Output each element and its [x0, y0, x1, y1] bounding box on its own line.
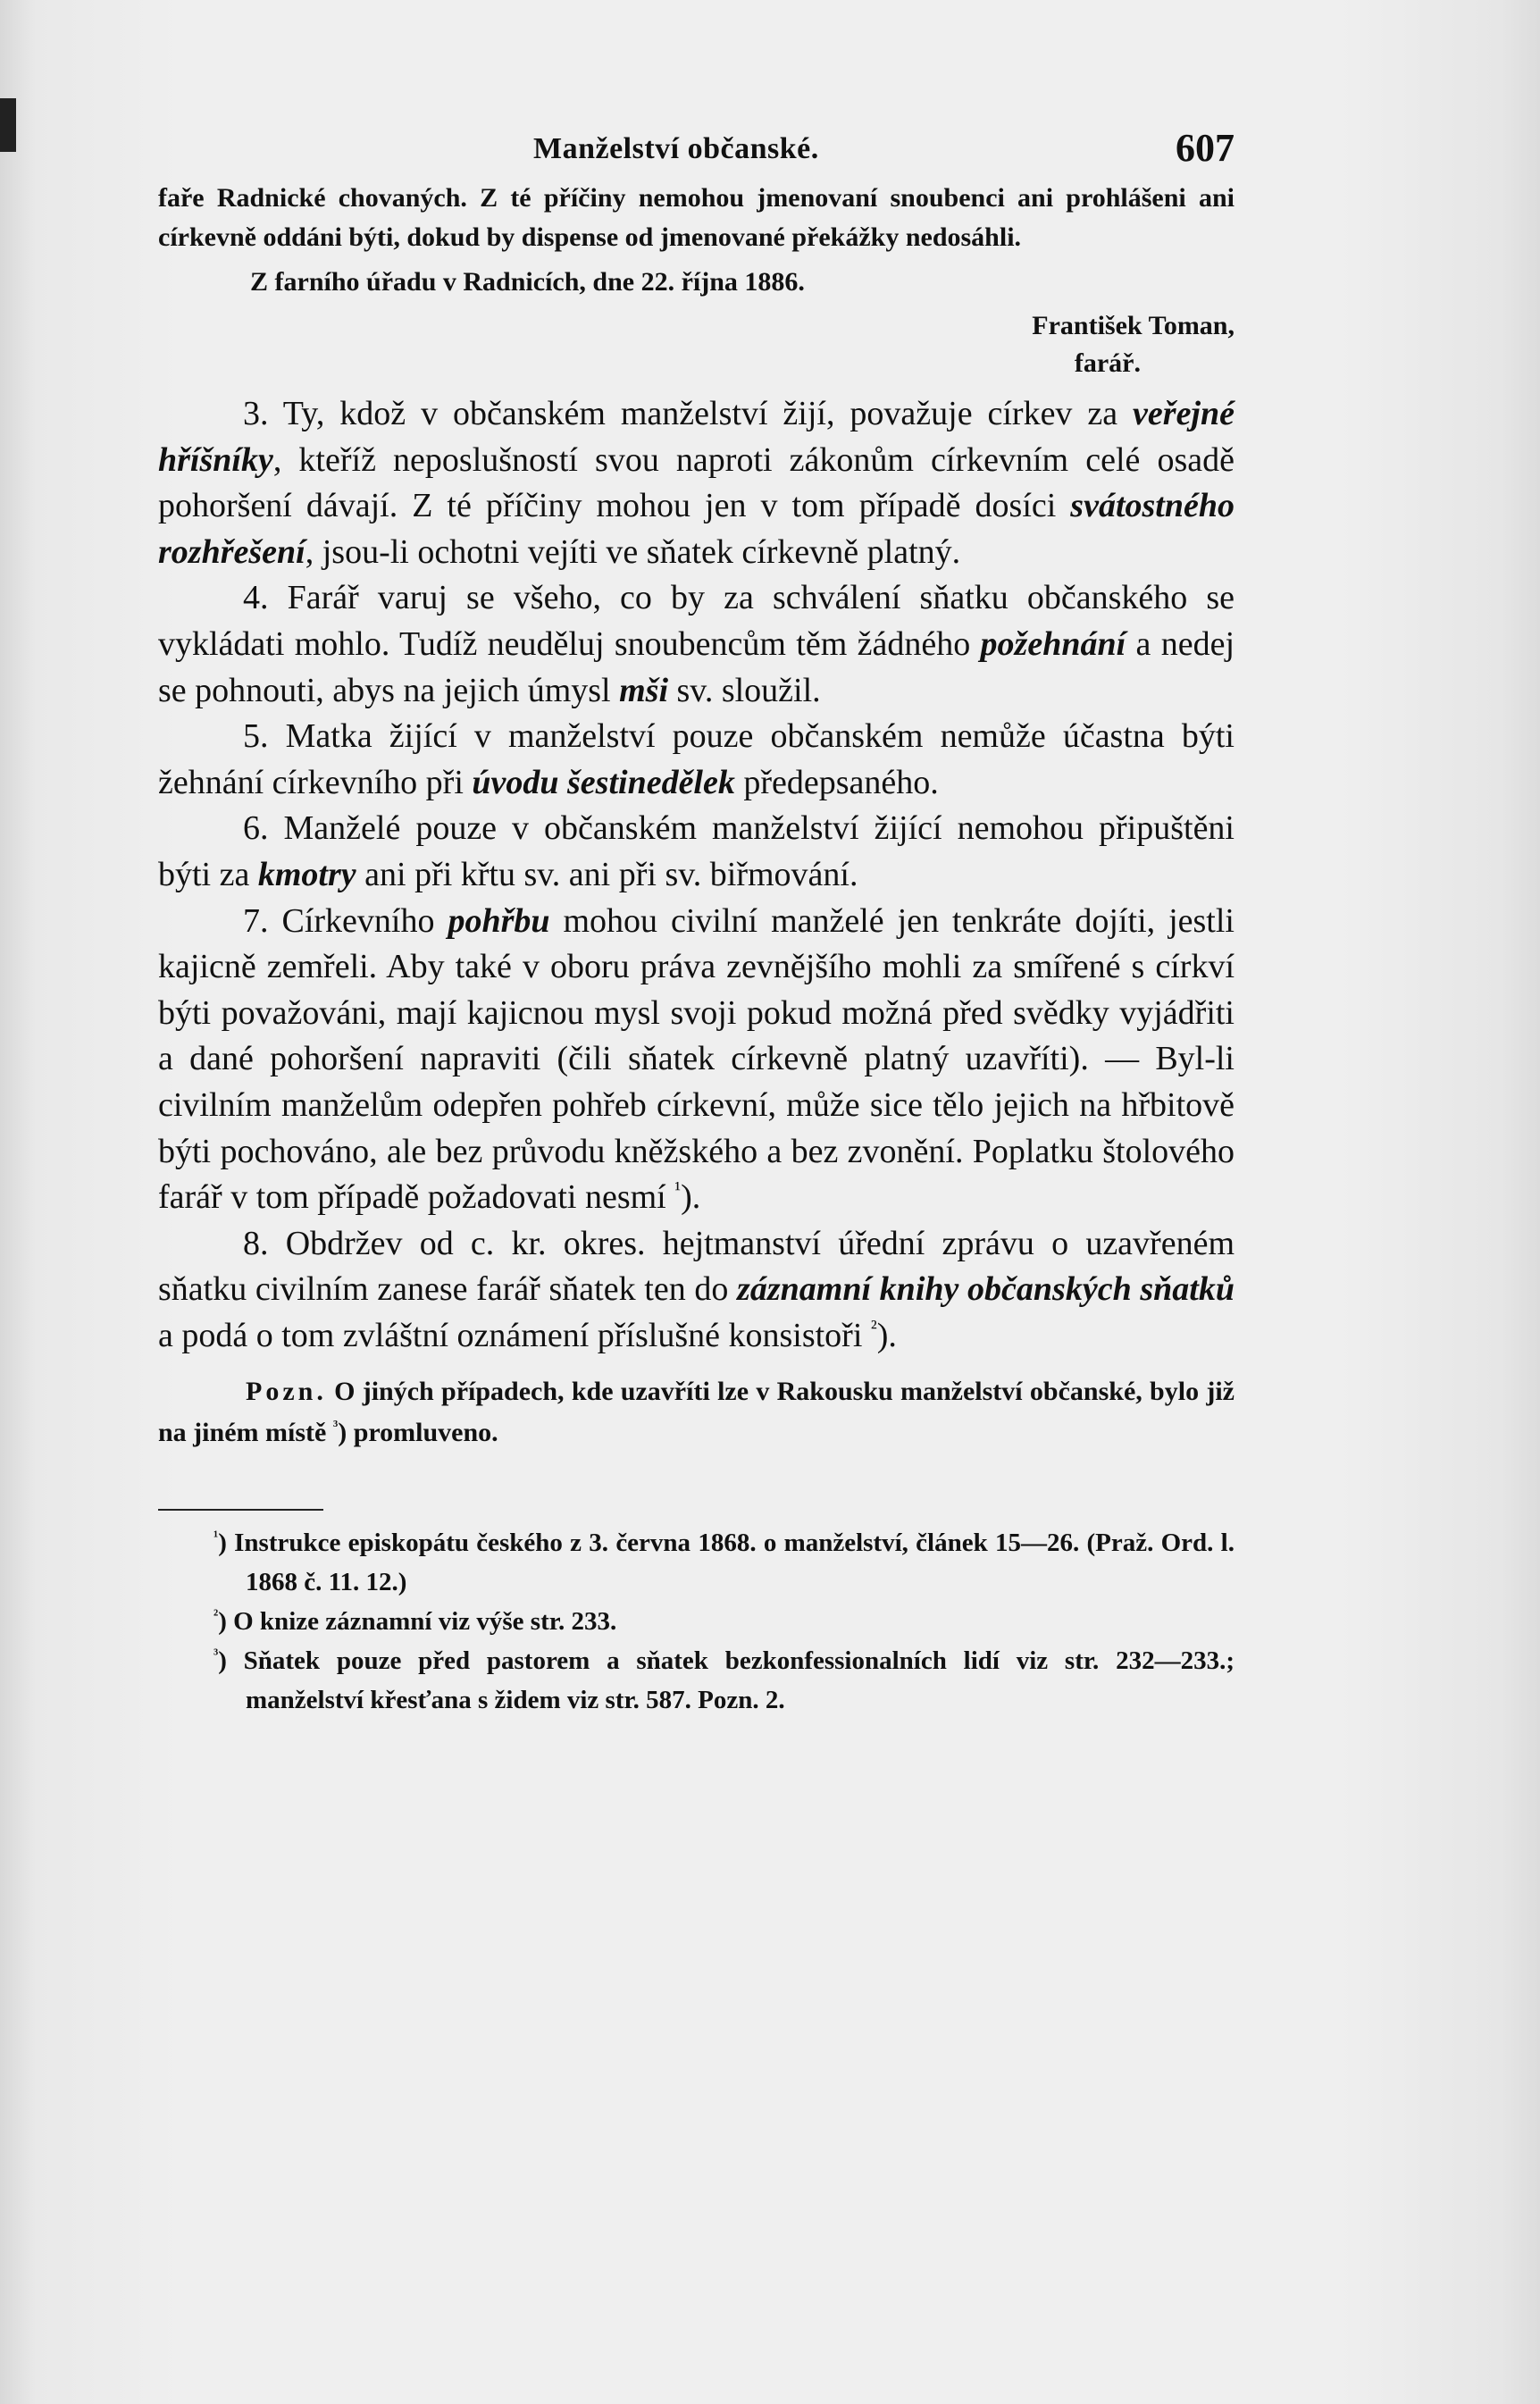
paragraph-7-emphasis-1: pohřbu — [448, 901, 550, 940]
paragraph-5-text-b: předepsaného. — [734, 763, 939, 801]
footnote-ref-3: ³ — [332, 1417, 339, 1436]
paragraph-7-text-a: 7. Církevního — [243, 901, 448, 940]
main-text — [158, 391, 1235, 1359]
place-date: Z farního úřadu v Radnicích, dne 22. října 1886. — [250, 267, 805, 297]
intro-section — [158, 179, 1235, 302]
paragraph-8-text-c: ). — [876, 1316, 897, 1354]
paragraph-4-emphasis-1: požehnání — [980, 624, 1126, 663]
intro-paragraph: faře Radnické chovaných. Z té příčiny nemohou jmenovaní snoubenci ani prohlášeni ani církevně oddáni býti, dokud by dispense od jmenované překážky nedosáhli. — [158, 183, 1235, 252]
footnote-rule — [158, 1509, 323, 1511]
paragraph-8-emphasis-1: záznamní knihy občanských sňatků — [737, 1270, 1235, 1309]
footnote-2 — [158, 1602, 1235, 1641]
footnote-3 — [158, 1641, 1235, 1720]
note-text-a: O jiných případech, kde uzavříti lze v Rakousku manželství občanské, bylo již na jiném místě — [158, 1377, 1235, 1448]
footnote-2-text: ) O knize záznamní viz výše str. 233. — [218, 1607, 617, 1637]
note-paragraph — [158, 1371, 1235, 1453]
footnote-1-text: ) Instrukce episkopátu českého z 3. června 1868. o manželství, článek 15—26. (Praž. Ord. l. 1868 č. 11. 12.) — [218, 1529, 1235, 1597]
paragraph-5 — [158, 714, 1235, 806]
paragraph-3 — [158, 391, 1235, 575]
paragraph-3-text-c: , jsou-li ochotni vejíti ve sňatek církevně platný. — [305, 532, 961, 571]
note-section — [158, 1371, 1235, 1453]
paragraph-8-text-a: 8. Obdržev od c. kr. okres. hejtmanství úřední zprávu o uzavřeném sňatku civilním zanese farář sňatek ten do — [158, 1224, 1235, 1309]
paragraph-7 — [158, 899, 1235, 1221]
signature-name: František Toman, — [1032, 311, 1235, 340]
footnote-2-mark: ² — [213, 1605, 219, 1624]
paragraph-8-text-b: a podá o tom zvláštní oznámení příslušné konsistoři — [158, 1316, 871, 1354]
paragraph-6 — [158, 806, 1235, 898]
margin-mark — [0, 98, 16, 152]
paragraph-3-emphasis-1: veřejné hříšníky — [158, 395, 1235, 479]
paragraph-6-text-a: 6. Manželé pouze v občanském manželství žijící nemohou připuštěni býti za — [158, 809, 1235, 893]
note-text-b: ) promluveno. — [338, 1418, 498, 1448]
running-title: Manželství občanské. — [533, 132, 819, 165]
paragraph-4-text-a: 4. Farář varuj se všeho, co by za schválení sňatku občanského se vykládati mohlo. Tudíž neuděluj snoubencům těm žádného — [158, 579, 1235, 663]
footnotes — [158, 1523, 1235, 1720]
paragraph-7-text-b: mohou civilní manželé jen tenkráte dojíti, jestli kajicně zemřeli. Aby také v oboru práva zevnějšího mohli za smířené s církví býti považováni, mají kajicnou mysl svoji pokud možná před svědky vyjádřiti a dané pohoršení napraviti (čili sňatek církevně platný uzavříti). — Byl-li civilním manželům odepřen pohřeb církevní, může sice tělo jejich na hřbitově býti pochováno, ale bez průvodu kněžského a bez zvonění. Poplatku štolového farář v tom případě požadovati nesmí — [158, 901, 1235, 1217]
paragraph-7-text-c: ). — [681, 1178, 701, 1217]
page-number: 607 — [1176, 126, 1235, 170]
paragraph-4-text-b: a nedej se pohnouti, abys na jejich úmysl — [158, 624, 1235, 709]
paragraph-3-emphasis-2: svátostného rozhřešení — [158, 487, 1235, 571]
paragraph-6-emphasis-1: kmotry — [257, 855, 356, 893]
signature-title: farář. — [1074, 348, 1141, 378]
footnote-ref-1: ¹ — [674, 1177, 682, 1201]
page-header — [158, 125, 1235, 179]
paragraph-6-text-b: ani při křtu sv. ani při sv. biřmování. — [356, 855, 858, 893]
footnote-1 — [158, 1523, 1235, 1602]
footnote-3-text: ) Sňatek pouze před pastorem a sňatek bezkonfessionalních lidí viz str. 232—233.; manželství křesťana s židem viz str. 587. Pozn. 2. — [218, 1646, 1235, 1715]
paragraph-5-emphasis-1: úvodu šestinedělek — [472, 763, 735, 801]
paragraph-4-text-c: sv. sloužil. — [668, 671, 821, 709]
footnote-ref-2: ² — [870, 1316, 877, 1339]
signature — [158, 307, 1235, 382]
paragraph-4-emphasis-2: mši — [619, 671, 669, 709]
note-label: Pozn. — [246, 1377, 327, 1407]
text-block — [158, 125, 1235, 1720]
paragraph-5-text-a: 5. Matka žijící v manželství pouze občanském nemůže účastna býti žehnání církevního při — [158, 717, 1235, 801]
paragraph-3-text-a: 3. Ty, kdož v občanském manželství žijí, považuje církev za — [243, 395, 1134, 432]
footnote-3-mark: ³ — [213, 1645, 219, 1663]
paragraph-3-text-b: , kteříž neposlušností svou naproti zákonům církevním celé osadě pohoršení dávají. Z té příčiny mohou jen v tom případě dosíci — [158, 440, 1235, 525]
footnote-1-mark: ¹ — [213, 1527, 219, 1545]
paragraph-8 — [158, 1221, 1235, 1360]
paragraph-4 — [158, 575, 1235, 714]
